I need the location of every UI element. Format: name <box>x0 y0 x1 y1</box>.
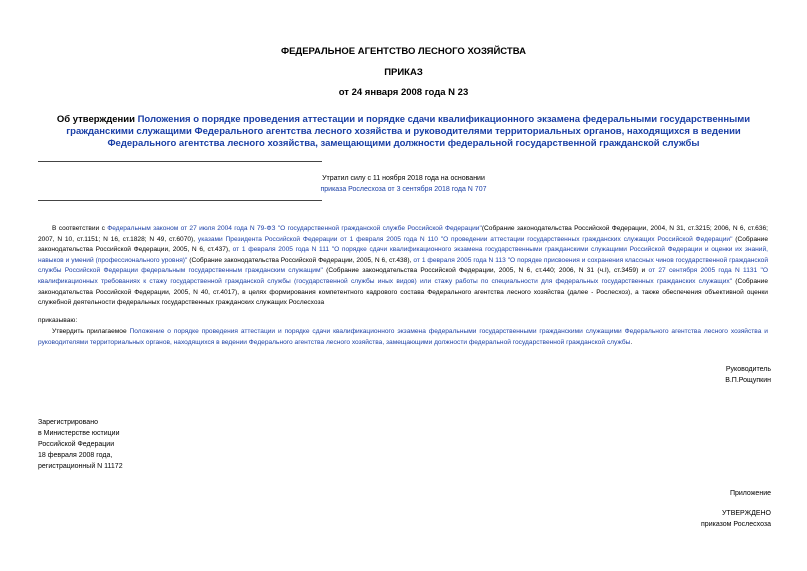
registration-line: регистрационный N 11172 <box>38 463 123 470</box>
document-type: ПРИКАЗ <box>384 67 423 78</box>
decree-110-link[interactable]: указами Президента Российской Федерации от 1 февраля 2005 года N 110 "О проведении аттестации государственных гражданских служащих Российской Федерации" <box>197 235 733 243</box>
preamble-text: (Собрание законодательства Российской Федерации, 2005, N 6, ст.440; 2006, N 31 (ч.I), ст.3459) и <box>322 267 649 275</box>
registration-line: 18 февраля 2008 года, <box>38 452 113 459</box>
approve-text: . <box>630 338 633 346</box>
approve-text: Утвердить прилагаемое <box>52 328 130 335</box>
registration-line: Российской Федерации <box>38 441 115 448</box>
divider-bottom <box>38 200 322 201</box>
title-prefix: Об утверждении <box>56 114 138 125</box>
preamble-text: (Собрание законодательства Российской Федерации, 2005, N 6, ст.437), <box>38 235 768 254</box>
title-link[interactable]: Положения о порядке проведения аттестации и порядке сдачи квалификационного экзамена федеральными государственными гражданскими служащими Федерального агентства лесного хозяйства и руководителями территориальных органов, находящихся в ведении Федерального агентства лесного хозяйства, замещающими должности федеральной государственной гражданской службы <box>66 114 751 149</box>
approved-by-order: приказом Рослесхоза <box>701 520 771 528</box>
approve-paragraph <box>38 327 768 348</box>
signature-block <box>725 364 771 386</box>
registration-line: в Министерстве юстиции <box>38 430 120 437</box>
preamble-text: (Собрание законодательства Российской Федерации, 2005, N 6, ст.438), <box>187 256 414 264</box>
decree-111-link[interactable]: от 1 февраля 2005 года N 111 "О порядке сдачи квалификационного экзамена государственными гражданскими служащими Российской Федерации и оценки их знаний, навыков и умений (профессионального уровня)" <box>38 246 768 264</box>
decree-1131-link[interactable]: от 27 сентября 2005 года N 1131 "О квалификационных требованиях к стажу государственной гражданской службы (государственной службы иных видов) или стажу работы по специальности для федеральных государственных гражданских служащих" <box>38 267 768 285</box>
preamble-text: (Собрание законодательства Российской Федерации, 2004, N 31, ст.3215; 2006, N 6, ст.636; 2007, N 10, ст.1151; N 16, ст.1828; N 49, ст.6070), <box>38 225 768 243</box>
decree-113-link[interactable]: от 1 февраля 2005 года N 113 "О порядке присвоения и сохранения классных чинов государственной гражданской службы Российской Федерации федеральным государственным гражданским служащим" <box>38 256 769 275</box>
lost-force-text: Утратил силу с 11 ноября 2018 года на основании <box>322 175 485 182</box>
preamble-text: В соответствии с <box>52 225 108 232</box>
approval-block <box>701 509 771 530</box>
divider-top <box>38 161 322 162</box>
status-note <box>0 173 807 195</box>
appendix-label: Приложение <box>729 490 771 497</box>
signer-name: В.П.Рощупкин <box>725 377 771 384</box>
federal-law-link[interactable]: Федеральным законом от 27 июля 2004 года N 79-ФЗ "О государственной гражданской службе Российской Федерации" <box>107 225 482 232</box>
registration-line: Зарегистрировано <box>38 419 98 426</box>
regulation-link[interactable]: Положение о порядке проведения аттестации и порядке сдачи квалификационного экзамена федеральными государственными гражданскими служащими Федерального агентства лесного хозяйства и руководителями территориальных органов, находящихся в ведении Федерального агентства лесного хозяйства, замещающими должности федеральной государственной гражданской службы <box>38 328 768 346</box>
document-title <box>40 114 767 150</box>
order-word: приказываю: <box>38 317 78 324</box>
basis-order-link[interactable]: приказа Рослесхоза от 3 сентября 2018 года N 707 <box>320 186 487 193</box>
registration-block <box>38 417 123 472</box>
document-date-number: от 24 января 2008 года N 23 <box>338 87 469 98</box>
approved-word: УТВЕРЖДЕНО <box>721 510 771 517</box>
preamble-paragraph <box>38 224 768 309</box>
preamble-text: (Собрание законодательства Российской Федерации, 2005, N 40, ст.4017), в целях формирования компетентного кадрового состава Федерального агентства лесного хозяйства (далее - Рослесхоз), а также обеспечения объективной оценки служебной деятельности федеральных государственных гражданских служащих Рослесхоза <box>38 277 769 307</box>
signer-role: Руководитель <box>725 366 771 373</box>
agency-heading: ФЕДЕРАЛЬНОЕ АГЕНТСТВО ЛЕСНОГО ХОЗЯЙСТВА <box>280 46 526 57</box>
